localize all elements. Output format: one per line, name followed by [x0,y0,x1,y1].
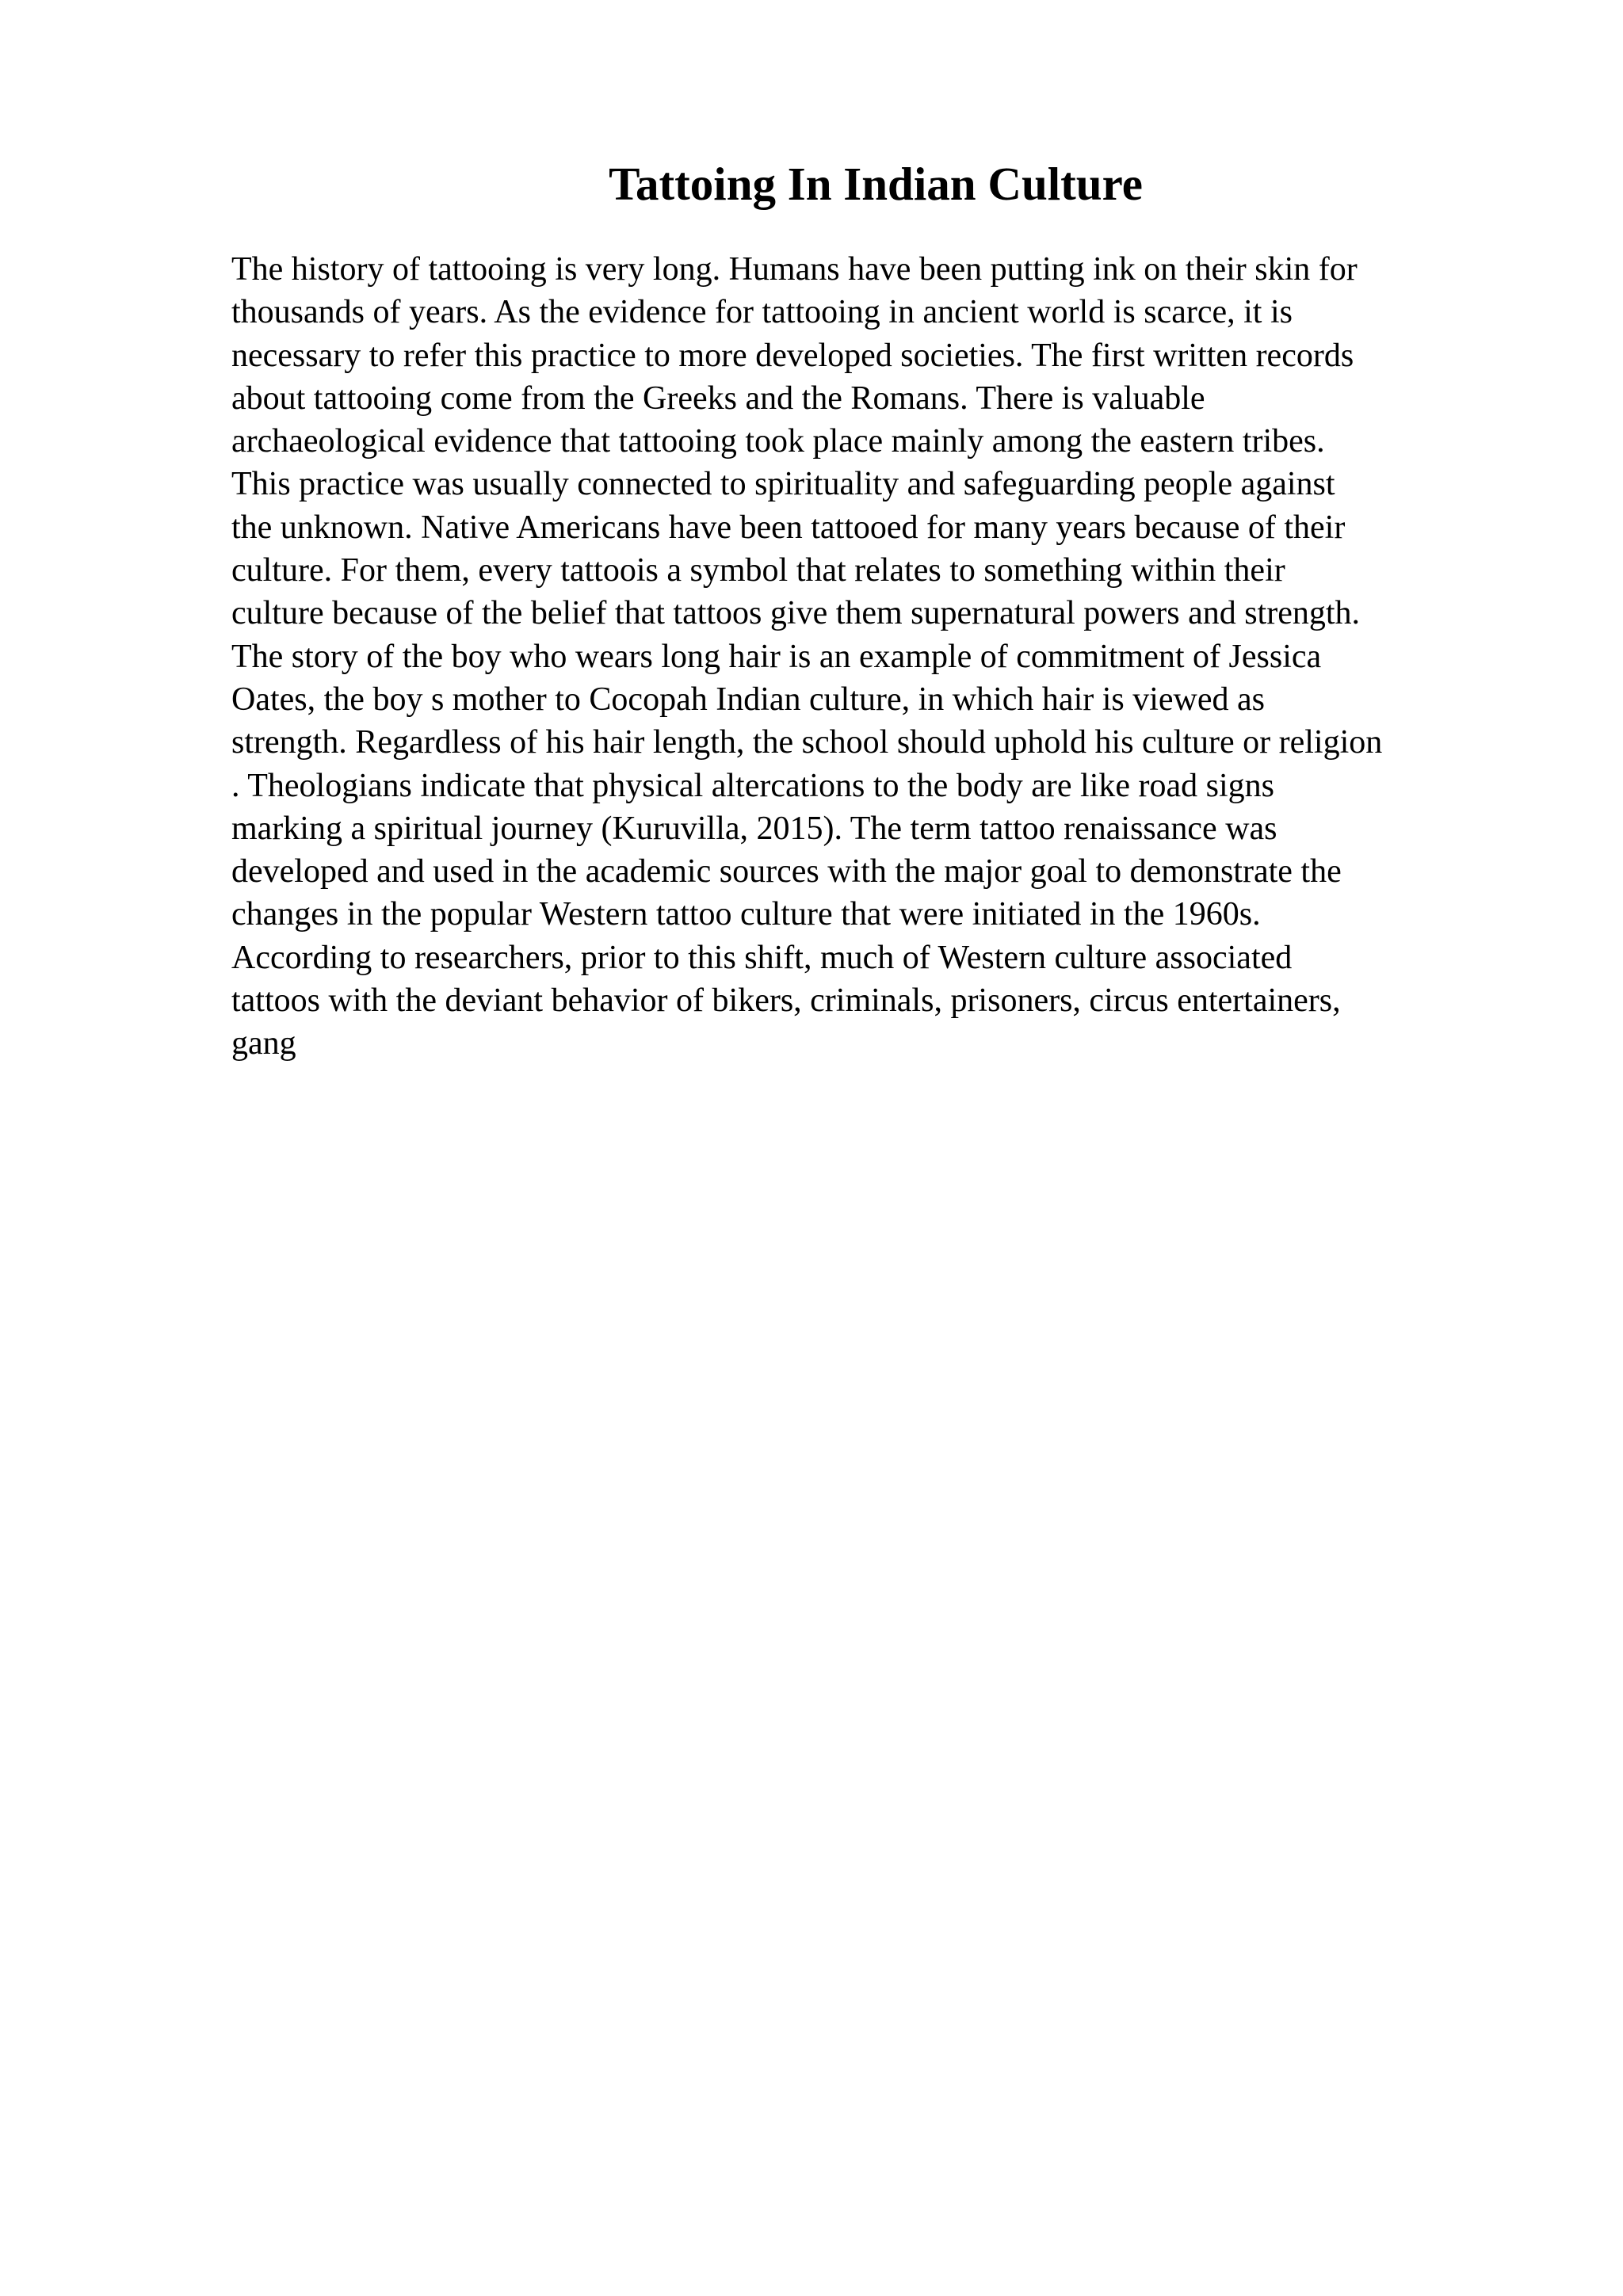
body-line: necessary to refer this practice to more developed societies. The first written records [231,337,1354,374]
body-line: Oates, the boy s mother to Cocopah Indian culture, in which hair is viewed as [231,681,1266,718]
body-line: gang [231,1025,296,1062]
document-title: Tattoing In Indian Culture [609,158,1143,210]
body-line: culture because of the belief that tattoos give them supernatural powers and strength. [231,595,1361,632]
body-line: thousands of years. As the evidence for tattooing in ancient world is scarce, it is [231,294,1293,331]
body-line: the unknown. Native Americans have been tattooed for many years because of their [231,509,1346,546]
body-line: marking a spiritual journey (Kuruvilla, 2015). The term tattoo renaissance was [231,810,1277,847]
body-line: archaeological evidence that tattooing took place mainly among the eastern tribes. [231,423,1325,460]
body-line: The history of tattooing is very long. Humans have been putting ink on their skin for [231,251,1358,288]
document-body [231,248,1594,1066]
body-line: about tattooing come from the Greeks and the Romans. There is valuable [231,379,1205,417]
body-line: changes in the popular Western tattoo culture that were initiated in the 1960s. [231,896,1261,933]
body-line: This practice was usually connected to spirituality and safeguarding people against [231,466,1335,503]
body-line: . Theologians indicate that physical altercations to the body are like road signs [231,767,1275,804]
body-line: culture. For them, every tattoois a symbol that relates to something within their [231,552,1285,589]
body-line: According to researchers, prior to this shift, much of Western culture associated [231,939,1293,976]
body-line: developed and used in the academic sources with the major goal to demonstrate the [231,853,1342,891]
body-line: The story of the boy who wears long hair is an example of commitment of Jessica [231,638,1322,675]
body-line: tattoos with the deviant behavior of bikers, criminals, prisoners, circus entertainers, [231,982,1341,1020]
body-line: strength. Regardless of his hair length, the school should uphold his culture or religion [231,724,1383,761]
